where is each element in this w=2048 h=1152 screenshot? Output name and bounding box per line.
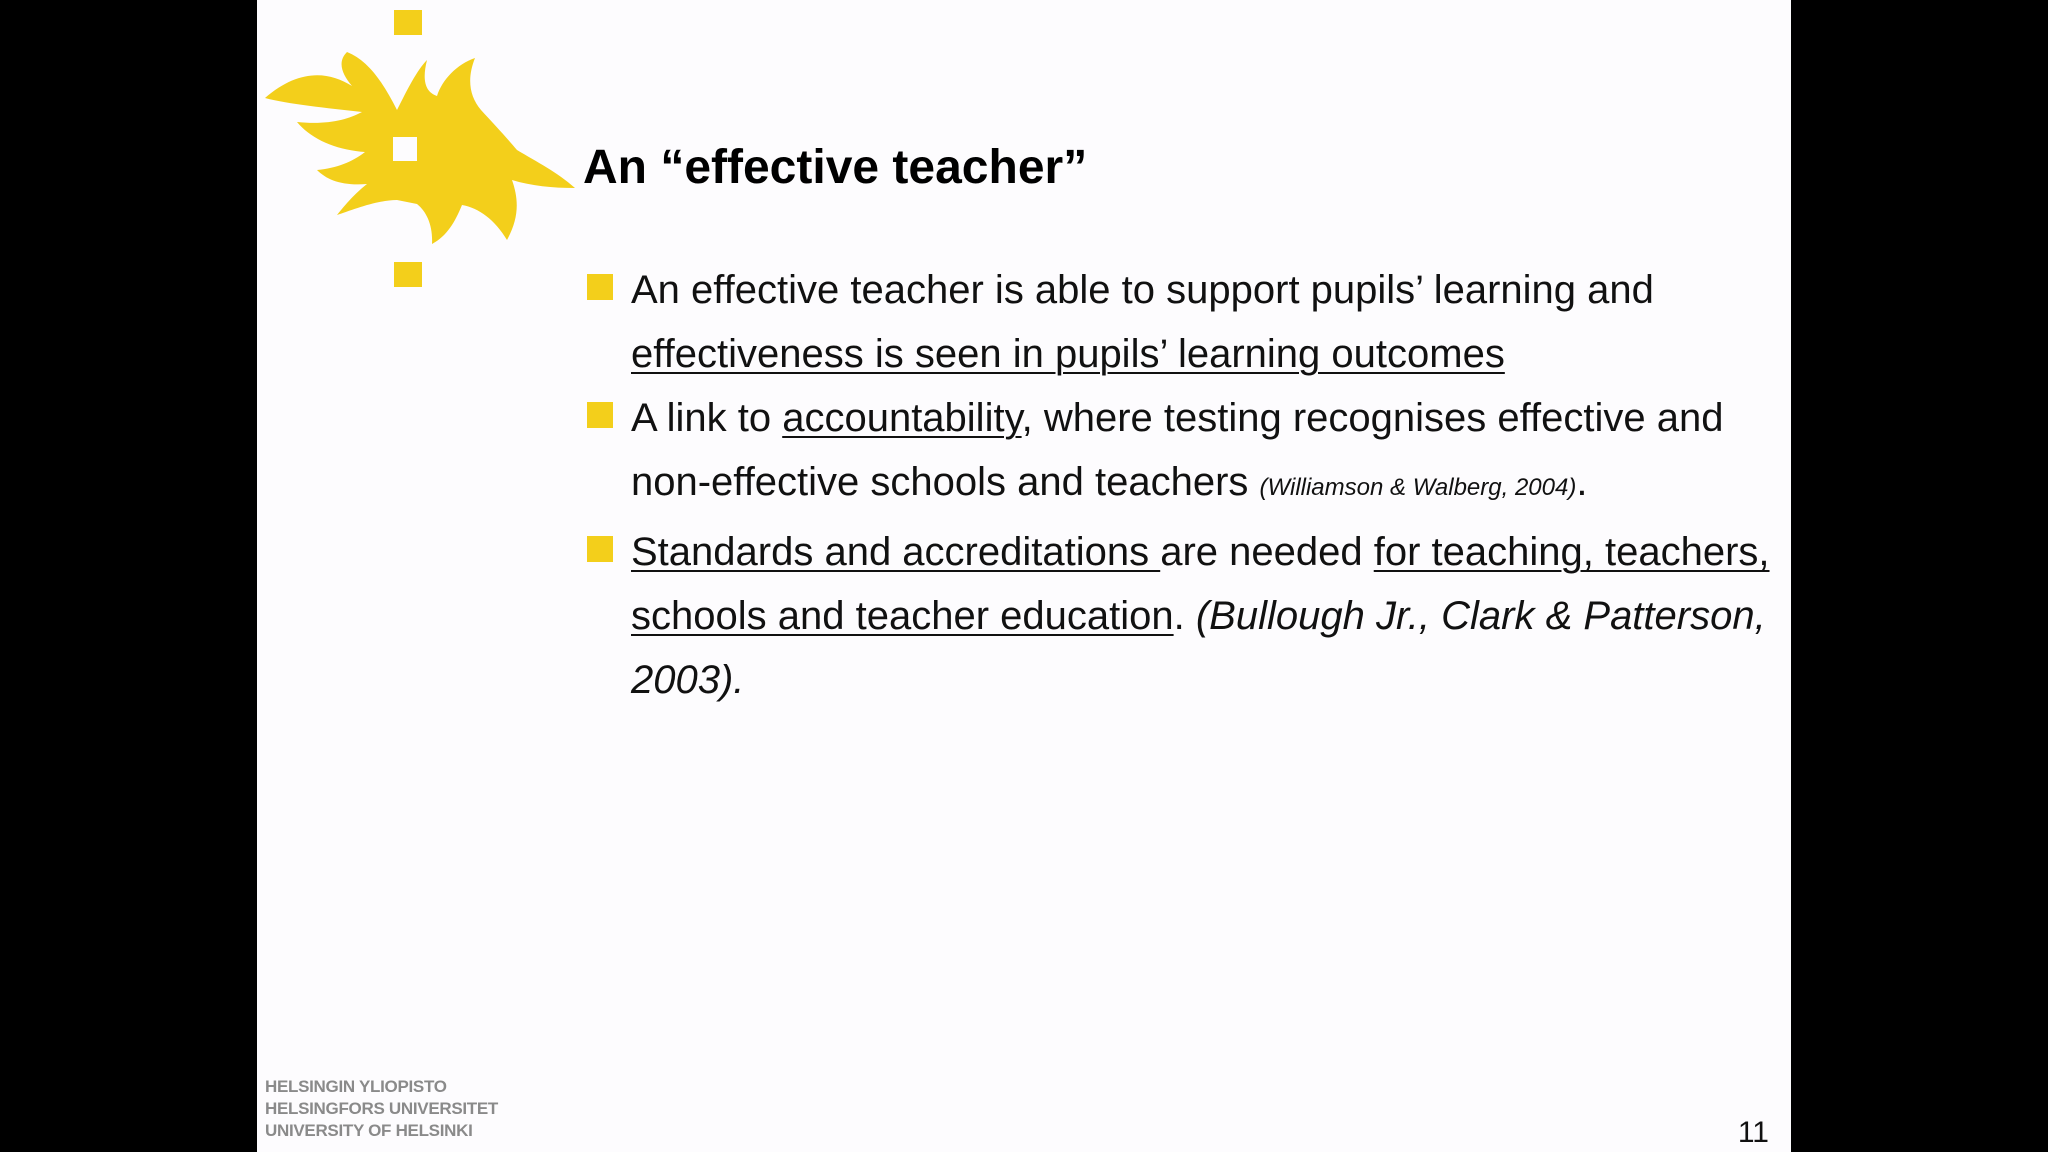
bullet-list — [587, 258, 1787, 712]
underlined-text: effectiveness is seen in pupils’ learning outcomes — [631, 332, 1505, 376]
bullet-text: are needed — [1160, 530, 1374, 574]
bullet-item — [587, 258, 1787, 386]
slide-title: An “effective teacher” — [583, 141, 1088, 194]
bullet-item — [587, 520, 1787, 712]
footer-line: HELSINGFORS UNIVERSITET — [265, 1099, 499, 1118]
yellow-square-bullet-icon — [587, 536, 613, 562]
bullet-text: . — [1576, 460, 1588, 504]
citation: (Bullough Jr., Clark & Patterson, 2003). — [631, 594, 1766, 702]
bullet-item — [587, 386, 1787, 520]
bullet-text: . — [1173, 594, 1196, 638]
underlined-text: accountability — [782, 396, 1022, 440]
citation: (Williamson & Walberg, 2004) — [1259, 474, 1577, 501]
university-flame-logo-icon — [257, 0, 587, 300]
university-name-footer — [265, 1076, 498, 1142]
presentation-slide — [257, 0, 1791, 1152]
footer-line: HELSINGIN YLIOPISTO — [265, 1077, 447, 1096]
underlined-text: Standards and accreditations — [631, 530, 1161, 574]
bullet-text: An effective teacher is able to support pupils’ learning and — [631, 268, 1654, 312]
bullet-text: , where testing recognises effective and non-effective schools and teachers — [631, 396, 1724, 504]
footer-line: UNIVERSITY OF HELSINKI — [265, 1121, 473, 1140]
page-number: 11 — [1737, 1116, 1769, 1149]
yellow-square-bullet-icon — [587, 274, 613, 300]
yellow-square-bullet-icon — [587, 402, 613, 428]
bullet-text: A link to — [631, 396, 783, 440]
underlined-text: for teaching, teachers, schools and teacher education — [631, 530, 1770, 638]
